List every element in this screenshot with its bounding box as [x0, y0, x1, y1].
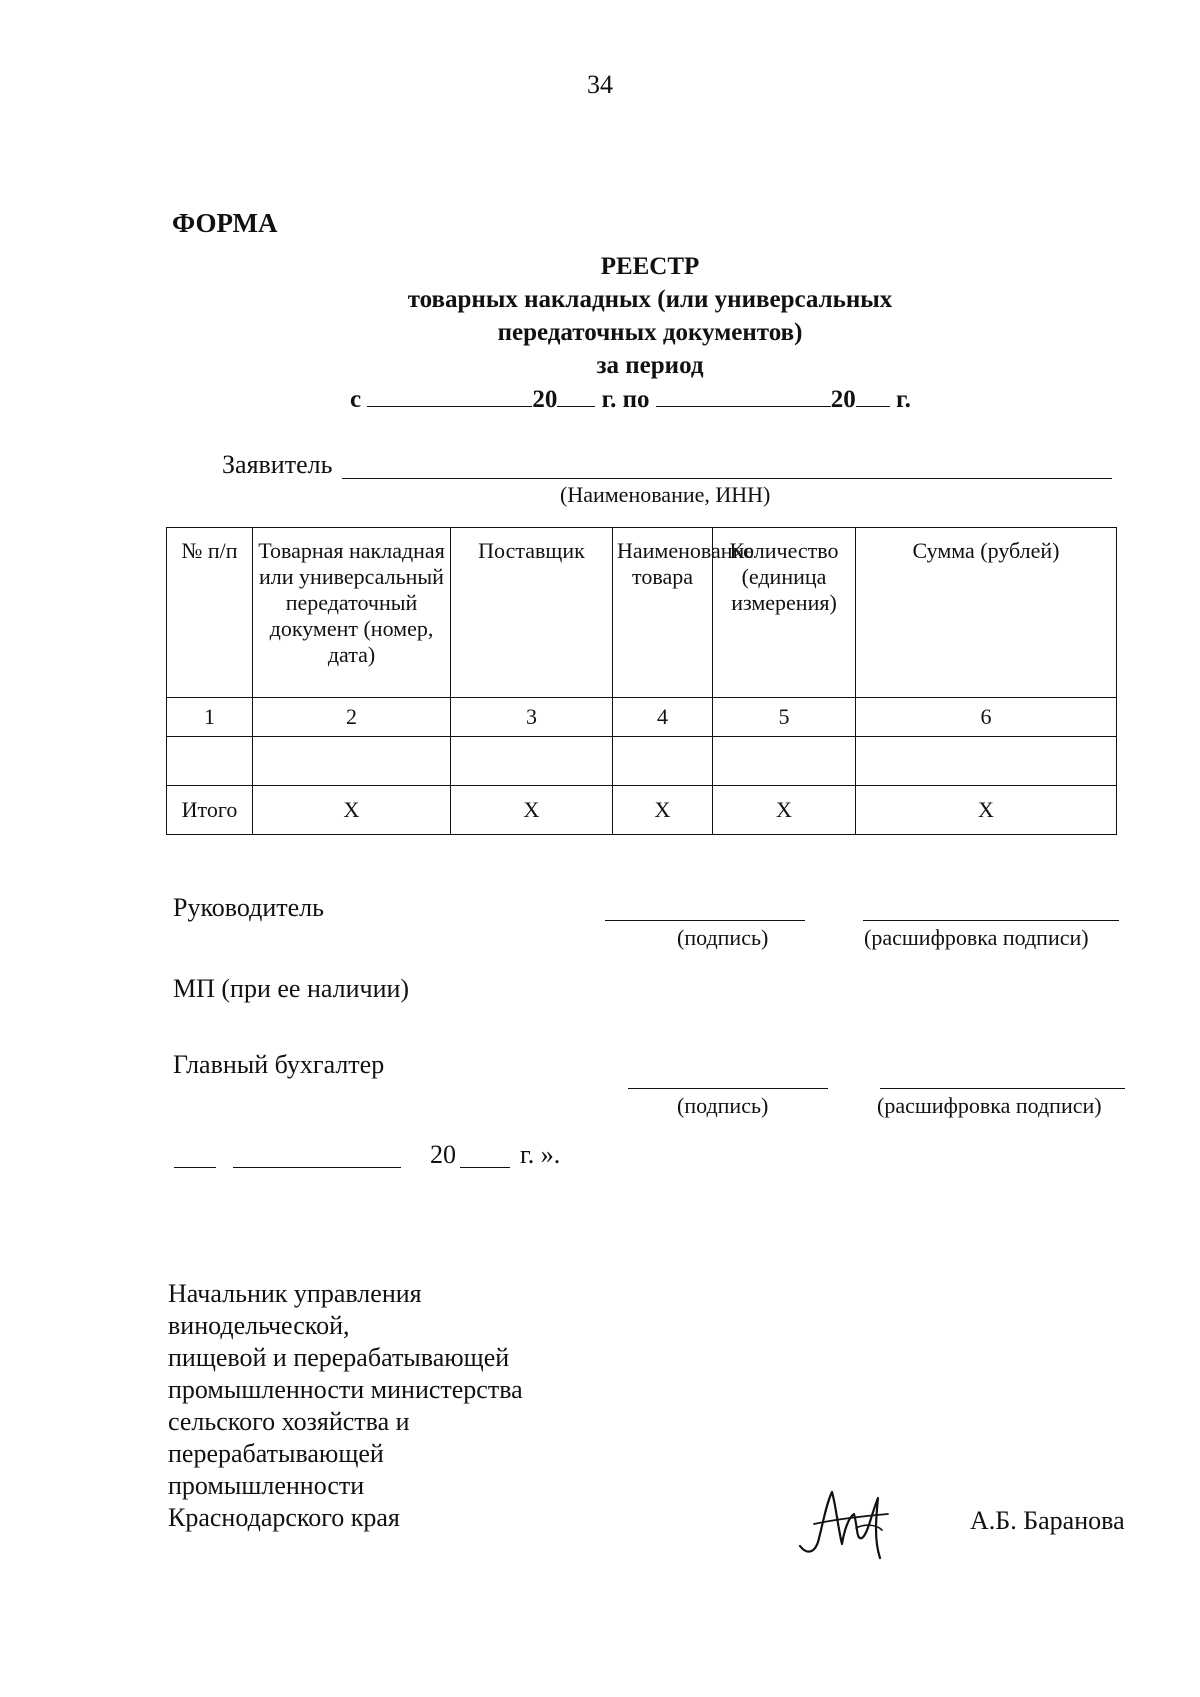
- table-cell[interactable]: [167, 737, 253, 786]
- document-title: [200, 250, 1100, 382]
- head-signature-hint: (подпись): [677, 925, 769, 950]
- table-row: [167, 737, 1117, 786]
- total-label: Итого: [167, 786, 253, 835]
- period-suffix: г.: [896, 386, 911, 413]
- total-mark: X: [856, 786, 1117, 835]
- position-line: Начальник управления: [168, 1279, 422, 1308]
- total-mark: X: [253, 786, 451, 835]
- table-cell[interactable]: [713, 737, 856, 786]
- handwritten-signature: [792, 1484, 902, 1564]
- column-number-cell: 1: [167, 698, 253, 737]
- total-mark: X: [613, 786, 713, 835]
- header-cell: Товарная накладная или универсальный передаточный документ (номер, дата): [253, 528, 451, 698]
- column-number-cell: 6: [856, 698, 1117, 737]
- head-decoding-field[interactable]: [863, 920, 1119, 921]
- header-cell: Количество (единица измерения): [713, 528, 856, 698]
- date-year: 20: [430, 1140, 456, 1169]
- period-end-year-field[interactable]: [856, 382, 890, 407]
- title-line-1: РЕЕСТР: [600, 253, 700, 280]
- date-year-field[interactable]: [460, 1167, 510, 1168]
- applicant-hint: (Наименование, ИНН): [560, 482, 771, 507]
- table-cell[interactable]: [613, 737, 713, 786]
- accountant-decoding-hint: (расшифровка подписи): [877, 1093, 1102, 1118]
- period-year-1: 20: [532, 386, 558, 413]
- accountant-decoding-field[interactable]: [880, 1088, 1125, 1089]
- header-cell: Поставщик: [451, 528, 613, 698]
- form-label: ФОРМА: [172, 208, 278, 238]
- table-cell[interactable]: [451, 737, 613, 786]
- date-day-field[interactable]: [174, 1167, 216, 1168]
- position-line: пищевой и перерабатывающей: [168, 1343, 510, 1372]
- period-line: [350, 382, 911, 414]
- header-cell: Наименование товара: [613, 528, 713, 698]
- accountant-signature-field[interactable]: [628, 1088, 828, 1089]
- total-mark: X: [451, 786, 613, 835]
- period-mid: г. по: [601, 386, 650, 413]
- header-cell: № п/п: [167, 528, 253, 698]
- official-position: [168, 1278, 608, 1534]
- position-line: промышленности министерства: [168, 1375, 523, 1404]
- applicant-field[interactable]: [342, 478, 1112, 479]
- column-number-row: [167, 698, 1117, 737]
- head-label: Руководитель: [173, 893, 324, 922]
- applicant-label: Заявитель: [222, 450, 333, 479]
- position-line: винодельческой,: [168, 1311, 350, 1340]
- head-signature-field[interactable]: [605, 920, 805, 921]
- header-cell: Сумма (рублей): [856, 528, 1117, 698]
- period-prefix: с: [350, 386, 362, 413]
- table-cell[interactable]: [856, 737, 1117, 786]
- page-number: 34: [587, 70, 613, 99]
- column-number-cell: 5: [713, 698, 856, 737]
- period-year-2: 20: [830, 386, 856, 413]
- stamp-label: МП (при ее наличии): [173, 974, 410, 1003]
- official-name: А.Б. Баранова: [970, 1506, 1125, 1535]
- total-mark: X: [713, 786, 856, 835]
- head-decoding-hint: (расшифровка подписи): [864, 925, 1089, 950]
- total-row: [167, 786, 1117, 835]
- table-header-row: [167, 528, 1117, 698]
- table-cell[interactable]: [253, 737, 451, 786]
- accountant-signature-hint: (подпись): [677, 1093, 769, 1118]
- position-line: перерабатывающей: [168, 1439, 384, 1468]
- title-line-2: товарных накладных (или универсальных: [407, 286, 893, 313]
- column-number-cell: 2: [253, 698, 451, 737]
- title-line-4: за период: [596, 352, 704, 379]
- position-line: сельского хозяйства и: [168, 1407, 410, 1436]
- date-month-field[interactable]: [233, 1167, 401, 1168]
- position-line: промышленности: [168, 1471, 365, 1500]
- accountant-label: Главный бухгалтер: [173, 1050, 385, 1079]
- registry-table: [166, 527, 1117, 835]
- column-number-cell: 3: [451, 698, 613, 737]
- column-number-cell: 4: [613, 698, 713, 737]
- date-suffix: г. ».: [520, 1140, 561, 1169]
- period-start-date-field[interactable]: [367, 382, 532, 407]
- period-end-date-field[interactable]: [656, 382, 831, 407]
- period-start-year-field[interactable]: [557, 382, 595, 407]
- position-line: Краснодарского края: [168, 1503, 400, 1532]
- title-line-3: передаточных документов): [497, 319, 803, 346]
